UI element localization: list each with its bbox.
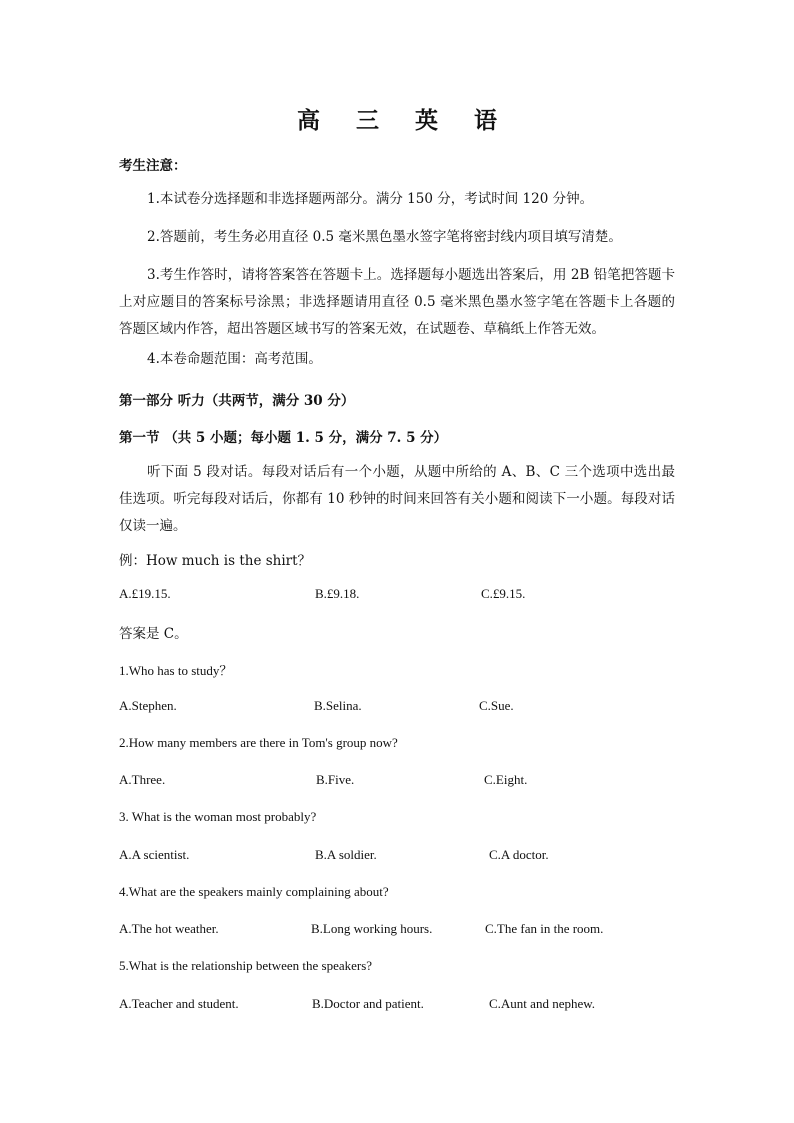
question-1-option-b: B.Selina. <box>314 698 362 713</box>
question-2-option-c: C.Eight. <box>484 772 528 787</box>
notice-item-4: 4.本卷命题范围：高考范围。 <box>147 351 322 367</box>
notice-item-1: 1.本试卷分选择题和非选择题两部分。满分 150 分，考试时间 120 分钟。 <box>147 191 594 207</box>
question-4-option-a: A.The hot weather. <box>119 921 219 936</box>
question-4-stem: 4.What are the speakers mainly complaining about? <box>119 884 389 899</box>
section1-heading: 第一节 （共 5 小题；每小题 1. 5 分，满分 7. 5 分） <box>119 430 448 446</box>
question-5-option-a: A.Teacher and student. <box>119 996 239 1011</box>
part1-heading: 第一部分 听力（共两节，满分 30 分） <box>119 393 355 409</box>
question-1-option-c: C.Sue. <box>479 698 514 713</box>
question-3-stem: 3. What is the woman most probably? <box>119 809 317 824</box>
question-3-option-b: B.A soldier. <box>315 847 377 862</box>
question-2-option-b: B.Five. <box>316 772 355 787</box>
question-5-stem: 5.What is the relationship between the speakers? <box>119 958 373 973</box>
question-2-option-a: A.Three. <box>119 772 166 787</box>
question-2-stem: 2.How many members are there in Tom's group now? <box>119 735 398 750</box>
question-5-option-c: C.Aunt and nephew. <box>489 996 596 1011</box>
question-3-option-a: A.A scientist. <box>119 847 190 862</box>
question-1-stem: 1.Who has to study？ <box>119 663 233 678</box>
notice-item-2: 2.答题前，考生务必用直径 0.5 毫米黑色墨水签字笔将密封线内项目填写清楚。 <box>147 229 622 245</box>
question-1-option-a: A.Stephen. <box>119 698 177 713</box>
question-3-option-c: C.A doctor. <box>489 847 549 862</box>
example-option-c: C.£9.15. <box>481 586 526 601</box>
example-question: 例：How much is the shirt？ <box>119 553 312 569</box>
notice-item-3: 3.考生作答时，请将答案答在答题卡上。选择题每小题选出答案后，用 2B 铅笔把答题卡上对应题目的答案标号涂黑；非选择题请用直径 0.5 毫米黑色墨水签字笔在答题卡上各题的答题区域内作答，超出答题区域书写的答案无效，在试题卷、草稿纸上作答无效。 <box>119 267 675 337</box>
question-4-option-c: C.The fan in the room. <box>485 921 604 936</box>
question-4-option-b: B.Long working hours. <box>311 921 433 936</box>
example-option-a: A.£19.15. <box>119 586 171 601</box>
notice-heading: 考生注意： <box>119 158 187 174</box>
example-answer: 答案是 C。 <box>119 626 188 642</box>
question-5-option-b: B.Doctor and patient. <box>312 996 424 1011</box>
section1-instructions: 听下面 5 段对话。每段对话后有一个小题，从题中所给的 A、B、C 三个选项中选出最佳选项。听完每段对话后，你都有 10 秒钟的时间来回答有关小题和阅读下一小题。每段对话仅读一遍。 <box>119 464 675 534</box>
exam-title: 高 三 英 语 <box>296 107 512 134</box>
example-option-b: B.£9.18. <box>315 586 360 601</box>
